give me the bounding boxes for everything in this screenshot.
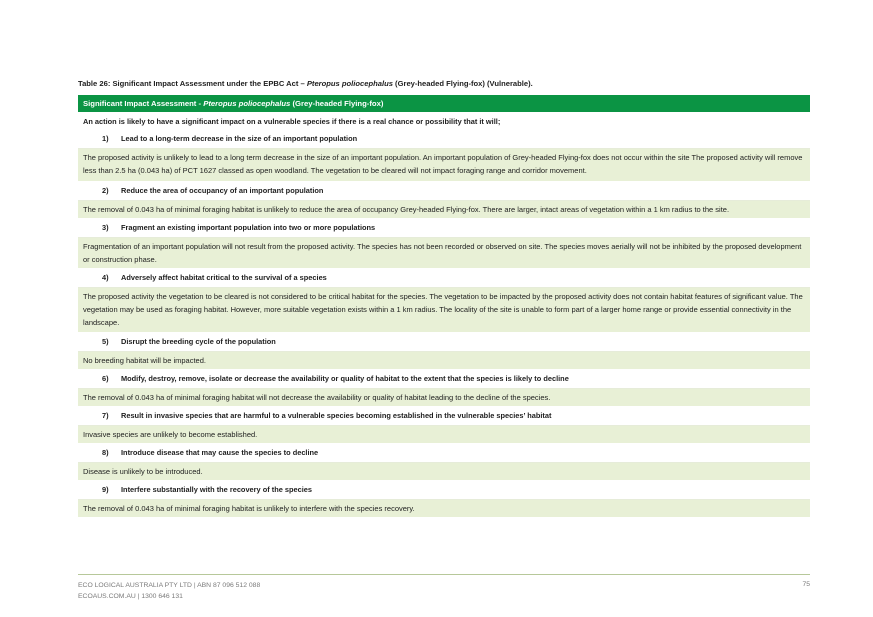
- response-row: Disease is unlikely to be introduced.: [78, 463, 810, 480]
- intro-row: An action is likely to have a significant impact on a vulnerable species if there is a real chance or possibility that it will;: [83, 117, 501, 126]
- page-number: 75: [802, 581, 810, 588]
- criterion-text: Fragment an existing important population into two or more populations: [121, 223, 376, 233]
- criterion-row: [78, 333, 810, 352]
- header-prefix: Significant Impact Assessment -: [83, 99, 204, 108]
- response-row: No breeding habitat will be impacted.: [78, 352, 810, 369]
- criterion-row: [78, 444, 810, 463]
- response-row: The removal of 0.043 ha of minimal foraging habitat is unlikely to interfere with the species recovery.: [78, 500, 810, 517]
- footer-contact: ECOAUS.COM.AU | 1300 646 131: [78, 592, 183, 600]
- criterion-number: 3): [102, 223, 109, 233]
- footer-company: ECO LOGICAL AUSTRALIA PTY LTD | ABN 87 096 512 088: [78, 582, 261, 589]
- page-footer: [78, 581, 260, 602]
- criterion-number: 1): [102, 134, 109, 143]
- response-row: The proposed activity is unlikely to lead to a long term decrease in the size of an important population. An important population of Grey-headed Flying-fox does not occur within the site The proposed activity will remove less than 2.5 ha (0.043 ha) of PCT 1627 classed as open woodland. The vegetation to be cleared will not impact foraging range and corridor movement.: [78, 149, 810, 181]
- impact-assessment-table: [78, 95, 810, 518]
- criterion-number: 6): [102, 373, 109, 383]
- criterion-text: Modify, destroy, remove, isolate or decrease the availability or quality of habitat to the extent that the species is likely to decline: [121, 373, 569, 383]
- criterion-text: Reduce the area of occupancy of an important population: [121, 186, 324, 195]
- caption-prefix: Table 26: Significant Impact Assessment under the EPBC Act –: [78, 79, 307, 88]
- response-row: Fragmentation of an important population will not result from the proposed activity. The species has not been recorded or observed on site. The species moves aerially will not be inhibited by the proposed development or construction phase.: [78, 238, 810, 268]
- criterion-row: [78, 130, 810, 149]
- criterion-number: 7): [102, 410, 109, 420]
- header-species: Pteropus poliocephalus: [203, 99, 291, 108]
- table-header: [78, 95, 810, 112]
- criterion-number: 4): [102, 273, 109, 283]
- response-row: The removal of 0.043 ha of minimal foraging habitat will not decrease the availability or quality of habitat leading to the decline of the species.: [78, 389, 810, 406]
- criterion-text: Result in invasive species that are harmful to a vulnerable species becoming established in the vulnerable species’ habitat: [121, 410, 552, 420]
- criterion-number: 8): [102, 447, 109, 457]
- response-row: Invasive species are unlikely to become established.: [78, 426, 810, 443]
- criterion-text: Adversely affect habitat critical to the survival of a species: [121, 273, 327, 283]
- caption-species: Pteropus poliocephalus: [306, 79, 393, 88]
- criterion-row: [78, 407, 810, 426]
- criterion-row: [78, 370, 810, 389]
- header-suffix: (Grey-headed Flying-fox): [290, 99, 384, 108]
- criterion-number: 9): [102, 484, 109, 494]
- criterion-number: 2): [102, 186, 109, 195]
- response-row: The removal of 0.043 ha of minimal foraging habitat is unlikely to reduce the area of occupancy Grey-headed Flying-fox. There are larger, intact areas of vegetation within a 1 km radius to the site.: [78, 201, 810, 218]
- criterion-number: 5): [102, 336, 109, 346]
- criterion-row: [78, 219, 810, 238]
- criterion-row: [78, 269, 810, 288]
- caption-suffix: (Grey-headed Flying-fox) (Vulnerable).: [392, 79, 533, 88]
- response-row: The proposed activity the vegetation to be cleared is not considered to be critical habitat for the species. The vegetation to be impacted by the proposed activity does not contain habitat features of significant value. The vegetation may be used as foraging habitat. However, more suitable vegetation exists within a 1 km radius. The locality of the site is unable to form part of a larger home range or provide essential connectivity in the landscape.: [78, 288, 810, 331]
- criterion-text: Introduce disease that may cause the species to decline: [121, 447, 319, 457]
- criterion-text: Interfere substantially with the recovery of the species: [121, 484, 312, 494]
- footer-divider: [78, 574, 810, 575]
- criterion-text: Lead to a long-term decrease in the size of an important population: [121, 134, 358, 143]
- criterion-text: Disrupt the breeding cycle of the population: [121, 336, 276, 346]
- criterion-row: [78, 182, 810, 201]
- criterion-row: [78, 481, 810, 500]
- table-caption: [78, 79, 533, 88]
